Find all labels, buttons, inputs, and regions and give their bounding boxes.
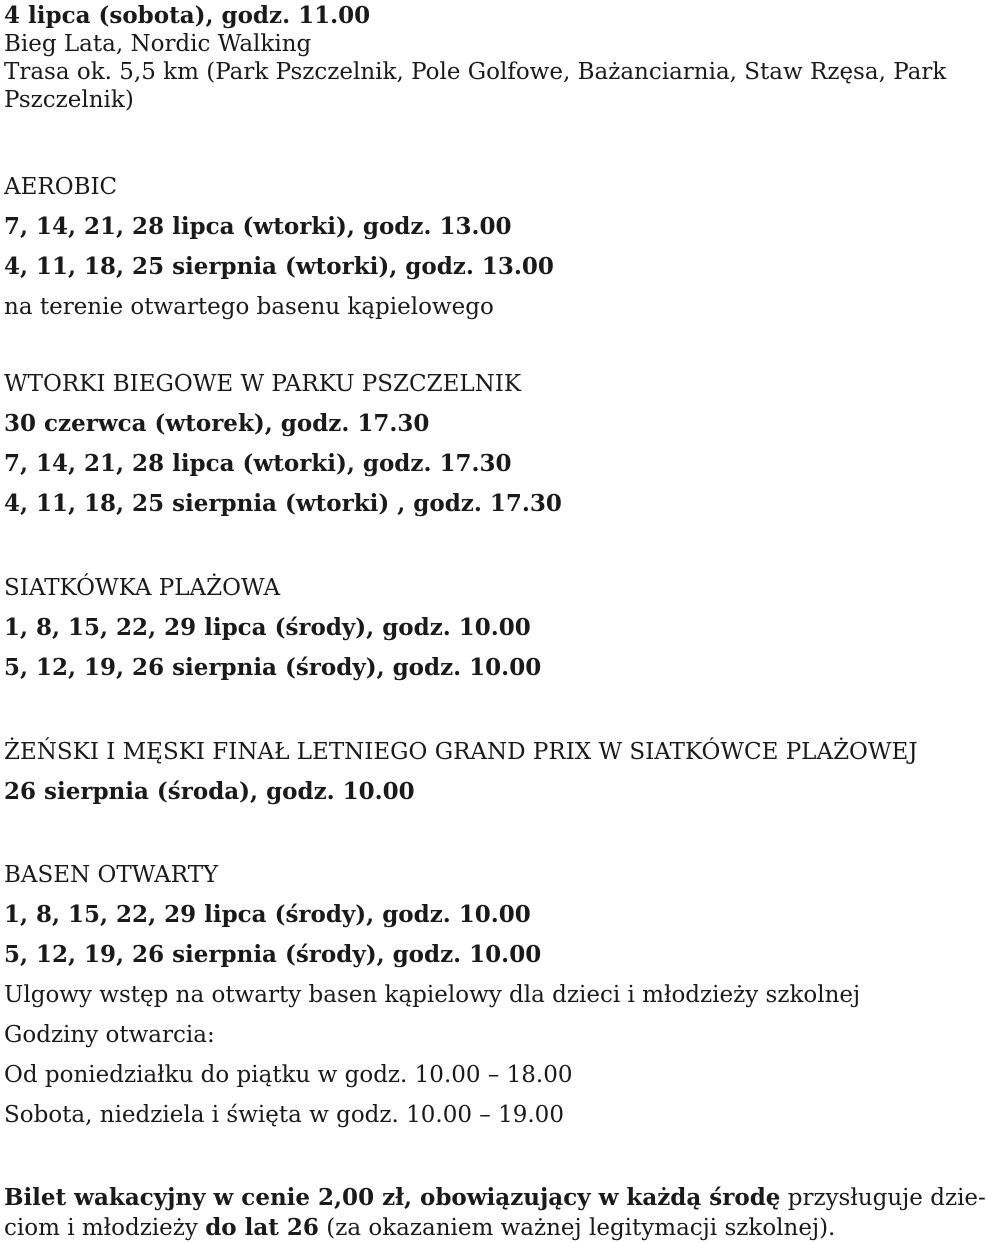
wtorki-date-line1: 30 czerwca (wtorek), godz. 17.30 — [4, 410, 430, 437]
basen-date-line1: 1, 8, 15, 22, 29 lipca (środy), godz. 10.00 — [4, 901, 531, 928]
aerobic-location: na terenie otwartego basenu kąpielowego — [4, 294, 494, 320]
intro-event: Bieg Lata, Nordic Walking — [4, 31, 312, 57]
basen-hours-weekday: Od poniedziałku do piątku w godz. 10.00 – 18.00 — [4, 1062, 573, 1088]
intro-date: 4 lipca (sobota), godz. 11.00 — [4, 2, 371, 29]
basen-hours-weekend: Sobota, niedziela i święta w godz. 10.00 – 19.00 — [4, 1102, 564, 1128]
wtorki-date-line2: 7, 14, 21, 28 lipca (wtorki), godz. 17.30 — [4, 450, 512, 477]
aerobic-date-line2: 4, 11, 18, 25 sierpnia (wtorki), godz. 13.00 — [4, 253, 554, 280]
wtorki-section — [4, 364, 952, 524]
ticket-info-line2 — [4, 1213, 959, 1243]
final-heading: ŻEŃSKI I MĘSKI FINAŁ LETNIEGO GRAND PRIX W SIATKÓWCE PLAŻOWEJ — [4, 739, 918, 765]
ticket-info-line1 — [4, 1183, 986, 1213]
aerobic-section — [4, 167, 952, 327]
ticket-info-text2: ciom i młodzieży — [4, 1215, 206, 1241]
siatkowka-heading: SIATKÓWKA PLAŻOWA — [4, 575, 281, 601]
ticket-info-bold-price: Bilet wakacyjny w cenie 2,00 zł, obowiązujący w każdą środę — [4, 1184, 781, 1211]
siatkowka-section — [4, 568, 952, 688]
final-date-line1: 26 sierpnia (środa), godz. 10.00 — [4, 778, 415, 805]
wtorki-date-line3: 4, 11, 18, 25 sierpnia (wtorki) , godz. 17.30 — [4, 490, 562, 517]
basen-section — [4, 855, 952, 1135]
final-section — [4, 732, 952, 812]
aerobic-date-line1: 7, 14, 21, 28 lipca (wtorki), godz. 13.00 — [4, 213, 512, 240]
ticket-info-paragraph — [4, 1183, 986, 1243]
ticket-info-text1: przysługuje dzie- — [780, 1185, 986, 1211]
basen-heading: BASEN OTWARTY — [4, 862, 219, 888]
basen-discount: Ulgowy wstęp na otwarty basen kąpielowy dla dzieci i młodzieży szkolnej — [4, 982, 861, 1008]
ticket-info-bold-age: do lat 26 — [205, 1214, 319, 1241]
ticket-info-text3: (za okazaniem ważnej legitymacji szkolnej). — [318, 1215, 836, 1241]
siatkowka-date-line1: 1, 8, 15, 22, 29 lipca (środy), godz. 10.00 — [4, 614, 531, 641]
wtorki-heading: WTORKI BIEGOWE W PARKU PSZCZELNIK — [4, 371, 522, 397]
intro-section — [4, 2, 952, 114]
siatkowka-date-line2: 5, 12, 19, 26 sierpnia (środy), godz. 10.00 — [4, 654, 542, 681]
intro-route-line1: Trasa ok. 5,5 km (Park Pszczelnik, Pole Golfowe, Bażanciarnia, Staw Rzęsa, Park — [4, 59, 947, 85]
basen-hours-label: Godziny otwarcia: — [4, 1022, 215, 1048]
intro-route-line2: Pszczelnik) — [4, 87, 134, 113]
aerobic-heading: AEROBIC — [4, 174, 118, 200]
basen-date-line2: 5, 12, 19, 26 sierpnia (środy), godz. 10.00 — [4, 941, 542, 968]
